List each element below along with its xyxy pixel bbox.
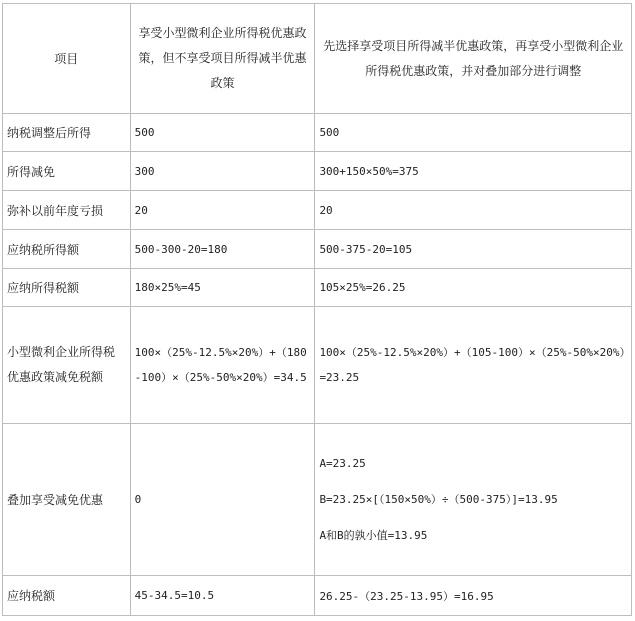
header-option-b: 先选择享受项目所得减半优惠政策，再享受小型微利企业所得税优惠政策，并对叠加部分进行调整 [315, 4, 632, 114]
table-row [3, 230, 632, 269]
table-row [3, 114, 632, 152]
option-b-value: 105×25%=26.25 [315, 269, 632, 307]
option-a-value: 300 [130, 152, 315, 191]
row-label: 应纳所得税额 [3, 269, 131, 307]
option-b-value: 26.25-（23.25-13.95）=16.95 [315, 576, 632, 616]
table-row [3, 424, 632, 576]
row-label: 纳税调整后所得 [3, 114, 131, 152]
option-a-value: 100×（25%-12.5%×20%）+（180-100）×（25%-50%×20%）=34.5 [130, 307, 315, 424]
option-b-value: 100×（25%-12.5%×20%）+（105-100）×（25%-50%×20%）=23.25 [315, 307, 632, 424]
row-label: 应纳税额 [3, 576, 131, 616]
table-row [3, 576, 632, 616]
table-row [3, 307, 632, 424]
spacer [319, 475, 627, 489]
option-b-value: 500-375-20=105 [315, 230, 632, 269]
row-label: 小型微利企业所得税优惠政策减免税额 [3, 307, 131, 424]
table-row [3, 191, 632, 230]
table-header-row [3, 4, 632, 114]
calc-line-b: B=23.25×[（150×50%）÷（500-375）]=13.95 [319, 492, 558, 506]
spacer [319, 511, 627, 525]
calc-line-a: A=23.25 [319, 456, 366, 470]
option-a-value: 180×25%=45 [130, 269, 315, 307]
row-label: 所得减免 [3, 152, 131, 191]
table-row [3, 269, 632, 307]
option-b-value: 20 [315, 191, 632, 230]
row-label: 应纳税所得额 [3, 230, 131, 269]
option-b-value: 500 [315, 114, 632, 152]
row-label: 叠加享受减免优惠 [3, 424, 131, 576]
option-a-value: 0 [130, 424, 315, 576]
option-b-calculation [315, 424, 632, 576]
header-option-a: 享受小型微利企业所得税优惠政策，但不享受项目所得减半优惠政策 [130, 4, 315, 114]
option-b-value: 300+150×50%=375 [315, 152, 632, 191]
row-label: 弥补以前年度亏损 [3, 191, 131, 230]
option-a-value: 500-300-20=180 [130, 230, 315, 269]
calc-line-min: A和B的孰小值=13.95 [319, 528, 428, 542]
option-a-value: 500 [130, 114, 315, 152]
header-item: 项目 [3, 4, 131, 114]
option-a-value: 45-34.5=10.5 [130, 576, 315, 616]
option-a-value: 20 [130, 191, 315, 230]
tax-comparison-table [2, 3, 632, 616]
table-row [3, 152, 632, 191]
